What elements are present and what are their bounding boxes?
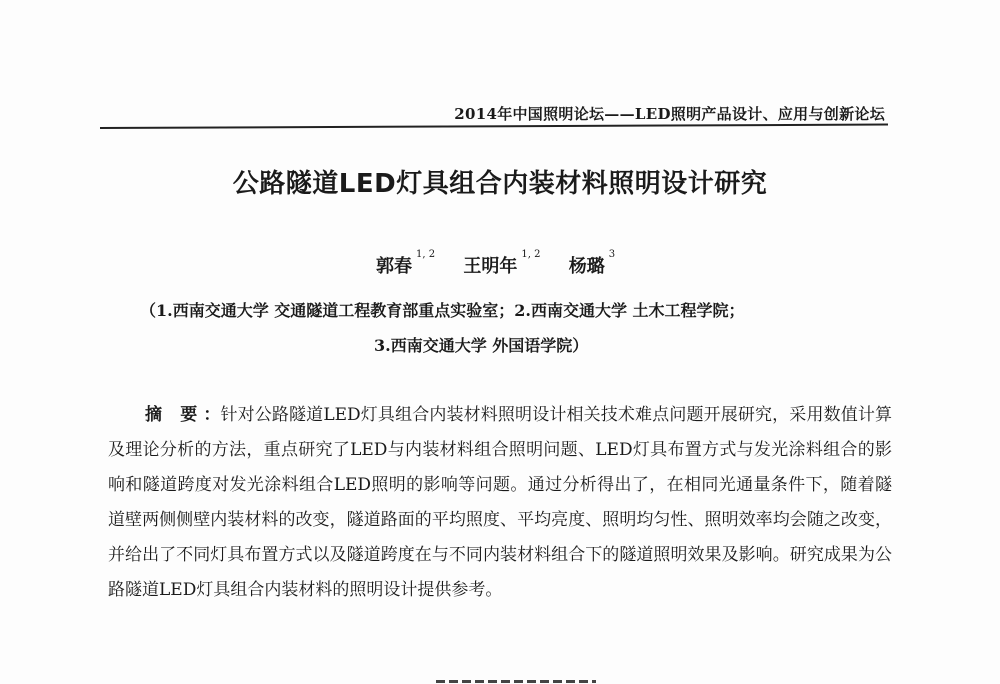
author-affiliation-marker: 1, 2 xyxy=(521,249,541,260)
author xyxy=(376,249,436,277)
affiliation-line: （1.西南交通大学 交通隧道工程教育部重点实验室；2.西南交通大学 土木工程学院； xyxy=(140,301,745,320)
author-affiliation-marker: 3 xyxy=(608,249,616,260)
abstract-colon: ： xyxy=(203,405,221,425)
author-name: 王明年 xyxy=(463,256,518,277)
running-header: 2014年中国照明论坛——LED照明产品设计、应用与创新论坛 xyxy=(454,105,885,123)
author-name: 郭春 xyxy=(376,256,412,277)
author-list xyxy=(376,249,676,278)
header-rule xyxy=(100,124,888,129)
author xyxy=(463,249,541,277)
abstract-text: 针对公路隧道LED灯具组合内装材料照明设计相关技术难点问题开展研究，采用数值计算及理论分析的方法，重点研究了LED与内装材料组合照明问题、LED灯具布置方式与发光涂料组合的影响和隧道跨度对发光涂料组合LED照明的影响等问题。通过分析得出了，在相同光通量条件下，随着隧道壁两侧侧壁内装材料的改变，隧道路面的平均照度、平均亮度、照明均匀性、照明效率均会随之改变，并给出了不同灯具布置方式以及隧道跨度在与不同内装材料组合下的隧道照明效果及影响。研究成果为公路隧道LED灯具组合内装材料的照明设计提供参考。 xyxy=(108,405,893,600)
abstract-label: 摘 要 xyxy=(145,405,204,425)
paper-title: 公路隧道LED灯具组合内装材料照明设计研究 xyxy=(232,169,768,199)
abstract-paragraph xyxy=(108,398,892,608)
truncated-next-line xyxy=(436,677,596,684)
author-affiliation-marker: 1, 2 xyxy=(416,249,436,260)
author-name: 杨璐 xyxy=(568,256,605,277)
affiliation-line: 3.西南交通大学 外国语学院） xyxy=(374,336,589,355)
author xyxy=(568,249,616,277)
